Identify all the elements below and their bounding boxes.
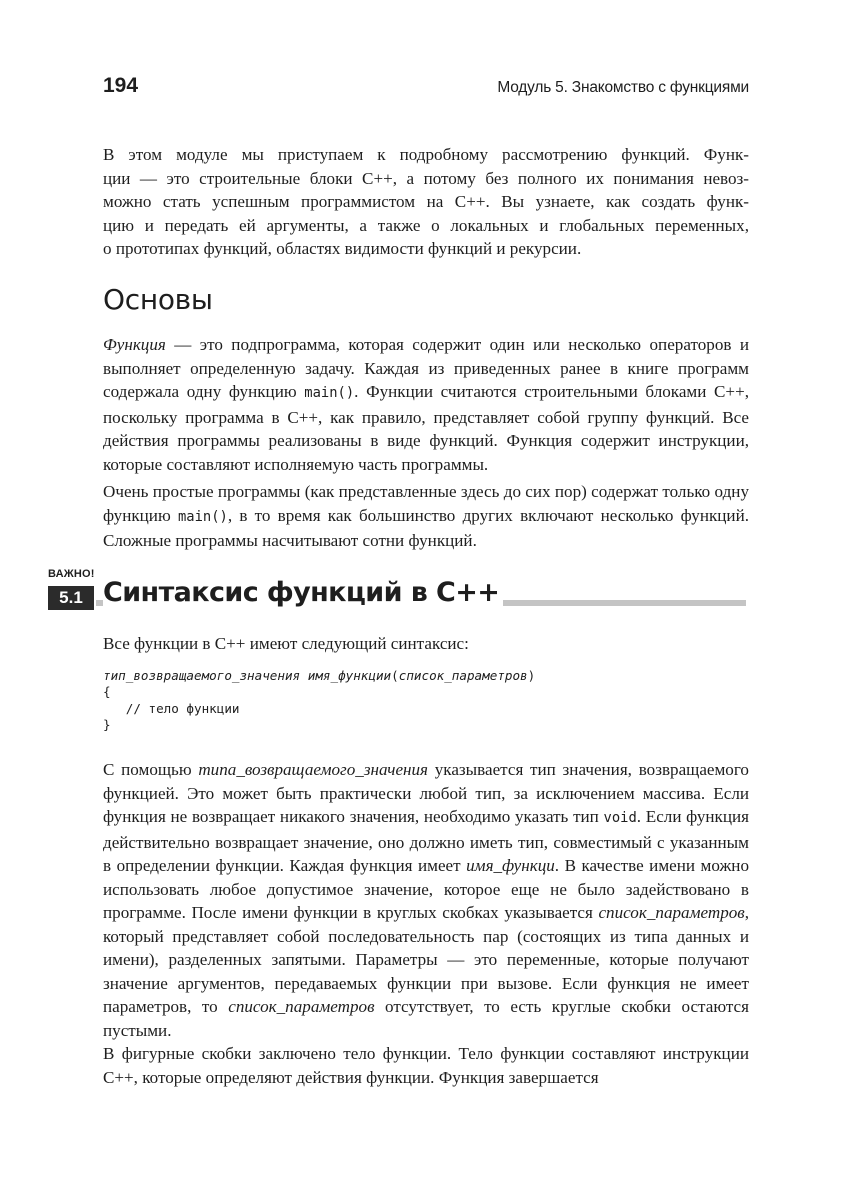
basics-paragraph-1: [103, 333, 749, 476]
code-close-brace: }: [103, 717, 111, 733]
intro-line: ции — это строительные блоки С++, а потому без полного их понимания невоз-: [103, 168, 749, 188]
page-header: [103, 74, 749, 104]
code-void: void: [603, 810, 637, 826]
text-span: — это подпрограмма, которая содержит один или несколько операторов и выполняет определенную задачу. Каждая из приведенных ранее в книге программ содержала одну функцию: [103, 335, 749, 401]
heading-basics: Основы: [103, 283, 213, 316]
code-main: main(): [177, 508, 228, 525]
page-number: 194: [103, 74, 139, 97]
intro-line: цию и передать ей аргументы, а также о локальных и глобальных переменных,: [103, 215, 749, 235]
code-open-brace: {: [103, 684, 111, 700]
code-param-list: список_параметров: [398, 668, 528, 683]
text-span: . В качестве имени можно использовать любое допустимое значение, которое еще не было задействовано в программе. После имени функции в круглых скобках указывается: [103, 856, 749, 922]
term-param-list: список_параметров: [598, 903, 745, 922]
text-span: . Если функция действительно возвращает значение, оно должно иметь тип, совместимый с указанным в определении функции. Каждая функция имеет: [103, 807, 749, 875]
last-paragraph: В фигурные скобки заключено тело функции. Тело функции составляют инструкции С++, которые определяют действия функции. Функция завершается: [103, 1044, 749, 1087]
text-span: С помощью: [103, 760, 199, 779]
code-block: [103, 668, 535, 734]
syntax-paragraph: [103, 758, 749, 1042]
section-number-badge: 5.1: [48, 586, 94, 610]
intro-line: можно стать успешным программистом на С++. Вы узнаете, как создать функ-: [103, 192, 749, 211]
term-function-name: имя_функци: [466, 856, 555, 875]
running-title: Модуль 5. Знакомство с функциями: [497, 79, 749, 96]
text-span: отсутствует, то есть круглые скобки остаются пустыми.: [103, 997, 749, 1040]
text-span: . Функции считаются строительными блоками С++, поскольку программа в С++, как правило, представляет собой группу функций. Все действия программы реализованы в виде функций. Функция содержит инструкции, которые составляют исполняемую часть программы.: [103, 382, 749, 474]
code-function-name: имя_функции: [307, 668, 392, 683]
heading-function-syntax: Синтаксис функций в С++: [103, 577, 503, 608]
text-span: указывается тип значения, возвращаемого функцией. Это может быть практически любой тип, за исключением массива. Если функция не возвращает никакого значения, необходимо указать тип: [103, 760, 749, 826]
intro-paragraph: [103, 143, 749, 261]
code-space: [300, 668, 308, 683]
basics-paragraph-2: [103, 480, 749, 553]
intro-line: В этом модуле мы приступаем к подробному рассмотрению функций. Функ-: [103, 145, 749, 164]
text-span: , в то время как большинство других включают несколько функций. Сложные программы насчитывают сотни функций.: [103, 505, 749, 550]
code-open-paren: (: [391, 668, 399, 683]
text-span: Очень простые программы (как представленные здесь до сих пор) содержат только одну функцию: [103, 482, 749, 525]
code-return-type: тип_возвращаемого_значения: [103, 668, 301, 683]
term-return-type: типа_возвращаемого_значения: [198, 760, 429, 779]
term-param-list: список_параметров: [228, 997, 375, 1016]
code-close-paren: ): [527, 668, 536, 683]
syntax-intro: Все функции в С++ имеют следующий синтаксис:: [103, 634, 469, 653]
important-label: ВАЖНО!: [48, 568, 95, 580]
code-line-signature: [103, 668, 535, 684]
code-main: main(): [304, 385, 355, 401]
intro-line: о прототипах функций, областях видимости функций и рекурсии.: [103, 239, 582, 258]
text-span: , который представляет собой последовательность пар (состоящих из типа данных и имени), разделенных запятыми. Параметры — это переменные, которые получают значение аргументов, передаваемых функции при вызове. Если функция не имеет параметров, то: [103, 903, 749, 1016]
code-body-comment: // тело функции: [103, 700, 240, 716]
term-function: Функция: [103, 335, 166, 354]
